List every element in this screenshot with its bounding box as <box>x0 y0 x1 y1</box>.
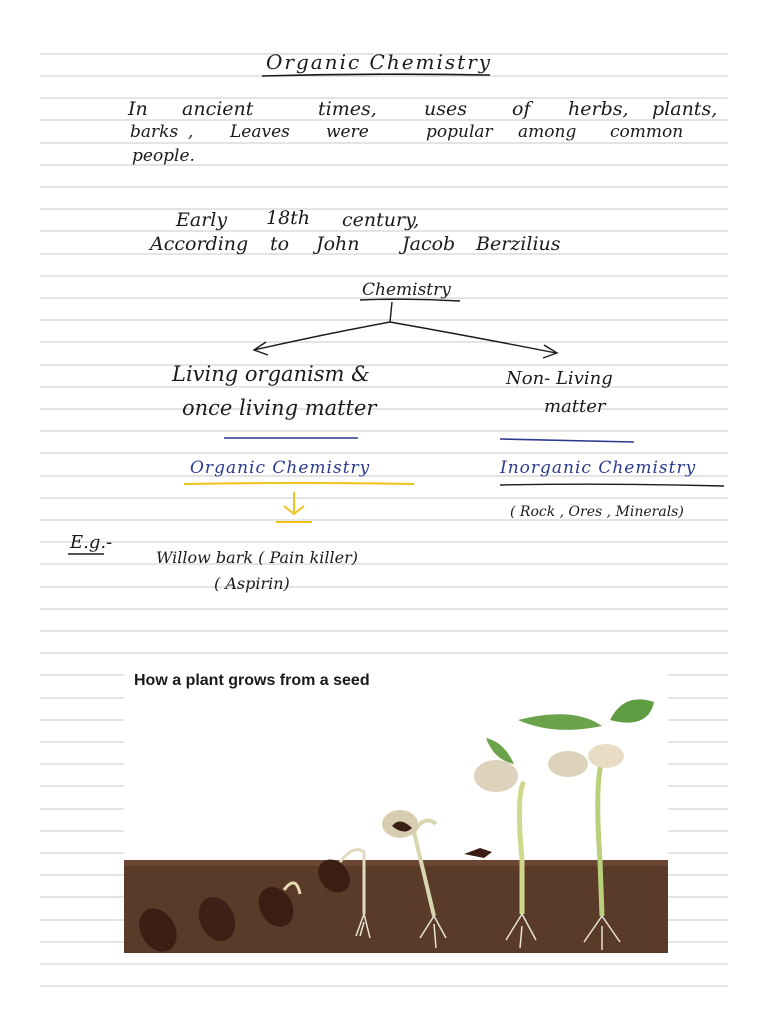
intro-word: people. <box>132 146 195 166</box>
example-label: E.g.- <box>70 532 113 553</box>
tree-root: Chemistry <box>362 280 451 300</box>
inorganic-chemistry-label: Inorganic Chemistry <box>500 458 697 478</box>
intro-word: plants, <box>652 98 718 120</box>
history-word: century, <box>342 209 420 231</box>
history-word: to <box>270 233 290 255</box>
history-word: Early <box>176 209 228 231</box>
sprout-stage-6 <box>519 782 524 914</box>
tree-branch-right <box>390 322 556 353</box>
sprout-stage-7 <box>598 756 604 916</box>
root-underline <box>360 299 460 301</box>
organic-highlight <box>184 483 414 484</box>
intro-word: times, <box>318 98 377 120</box>
inorganic-underline <box>500 484 724 486</box>
intro-word: common <box>610 122 684 142</box>
tree-right-line1: Non- Living <box>506 368 613 389</box>
tree-stem <box>390 302 392 322</box>
organic-chemistry-label: Organic Chemistry <box>190 458 371 478</box>
title-underline <box>262 74 490 76</box>
inorganic-examples: ( Rock , Ores , Minerals) <box>510 504 684 520</box>
intro-word: popular <box>426 122 493 142</box>
intro-word: Leaves <box>230 122 290 142</box>
figure-title: How a plant grows from a seed <box>134 672 370 689</box>
right-blue-underline <box>500 439 634 442</box>
history-word: According <box>150 233 249 255</box>
intro-word: were <box>326 122 369 142</box>
seedcoat-debris <box>464 848 492 858</box>
intro-word: of <box>512 98 531 120</box>
tree-right-line2: matter <box>544 396 606 417</box>
history-word: Jacob <box>402 233 456 255</box>
intro-word: In <box>128 98 148 120</box>
intro-word: , <box>188 122 194 142</box>
intro-word: barks <box>130 122 179 142</box>
intro-word: uses <box>424 98 467 120</box>
history-word: Berzilius <box>476 233 561 255</box>
history-word: 18th <box>266 207 311 229</box>
example-line2: ( Aspirin) <box>214 574 290 593</box>
tree-left-line1: Living organism & <box>172 362 370 386</box>
seed-growth-figure <box>124 664 668 953</box>
example-line1: Willow bark ( Pain killer) <box>156 548 358 567</box>
page-title: Organic Chemistry <box>266 50 493 74</box>
intro-word: among <box>518 122 577 142</box>
seed-growth-illustration <box>124 664 668 953</box>
intro-word: herbs, <box>568 98 629 120</box>
intro-word: ancient <box>182 98 254 120</box>
history-word: John <box>316 233 360 255</box>
tree-branch-left <box>254 322 390 350</box>
tree-left-line2: once living matter <box>182 396 377 420</box>
